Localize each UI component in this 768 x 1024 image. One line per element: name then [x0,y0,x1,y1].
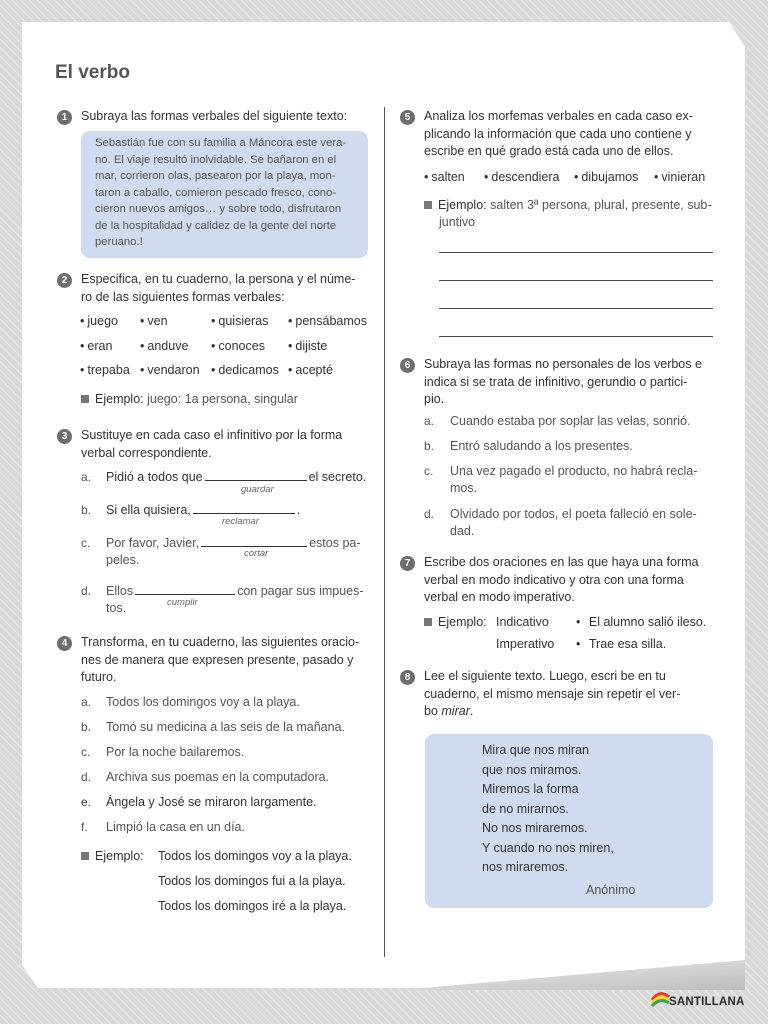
verb-word: • descendiera [484,170,560,184]
sentence-text: El alumno salió ileso. [588,615,707,629]
page-title: El verbo [55,62,130,83]
instruction-line: Transforma, en tu cuaderno, las siguientes oracio- [81,635,360,649]
infinitive-hint: reclamar [222,516,259,527]
item-continuation: peles. [106,553,140,567]
verb-word: • dijiste [288,339,327,353]
item-letter: a. [424,414,435,428]
example-line: Todos los domingos voy a la playa. [158,849,352,863]
exercise-6-instruction [424,356,719,409]
item-letter: d. [81,584,92,598]
poem-line: No nos miraremos. [482,821,588,835]
sentence: Por la noche bailaremos. [106,745,245,759]
square-bullet-icon [81,395,89,403]
poem-line: Mira que nos miran [482,743,589,757]
verb-word: • ven [140,314,168,328]
item-text: Si ella quisiera, [106,503,191,517]
exercise-2-example [81,391,298,408]
square-bullet-icon [424,618,432,626]
answer-blank[interactable] [193,513,295,514]
sentence: Entró saludando a los presentes. [450,439,633,453]
item-text: el secreto. [308,470,367,484]
instruction-line: futuro. [81,670,117,684]
verb-word: • eran [80,339,112,353]
mode-label: Imperativo [496,637,555,651]
instruction-line: cuaderno, el mismo mensaje sin repetir el ver- [424,686,681,701]
item-letter: c. [424,464,434,478]
text-line: Sebastián fue con su familia a Máncora este vera- [95,137,347,149]
sentence: Todos los domingos voy a la playa. [106,695,300,709]
sentence-continuation: mos. [450,481,478,495]
poem-line: Y cuando no nos miren, [482,840,614,855]
instruction-line: nes de manera que expresen presente, pasado y [81,652,354,667]
answer-line[interactable] [439,308,713,309]
column-divider [384,107,385,957]
verb-word: • anduve [140,339,188,353]
poem-line: Miremos la forma [482,782,579,796]
exercise-7-example-label [424,614,487,631]
instruction-line: plicando la información que cada uno contiene y [424,126,692,141]
item-text: . [296,503,301,517]
example-text: juego: 1a persona, singular [147,392,298,406]
poem-author: Anónimo [586,883,636,897]
exercise-number-1: 1 [57,110,72,125]
instruction-line: Sustituye en cada caso el infinitivo por la forma [81,428,343,442]
verb-word: • dedicamos [211,363,279,377]
text-line: de la hospitalidad y calidez de la gente del norte [95,219,337,232]
example-label: Ejemplo: [438,615,487,629]
exercise-5-example [424,197,712,214]
publisher-name: SANTILLANA [669,996,745,1008]
example-line: Todos los domingos iré a la playa. [158,899,347,913]
item-letter: e. [81,795,92,809]
example-sentence: • Trae esa silla. [576,637,667,651]
square-bullet-icon [81,852,89,860]
item-text: con pagar sus impues- [237,584,364,598]
exercise-number-8: 8 [400,670,415,685]
example-label: Ejemplo: [95,392,144,406]
instruction-line: Analiza los morfemas verbales en cada caso ex- [424,109,693,123]
exercise-5-instruction [424,108,719,161]
item-text: Por favor, Javier, [106,536,200,550]
example-label: Ejemplo: [438,198,487,212]
exercise-1-instruction: Subraya las formas verbales del siguiente texto: [81,109,348,123]
answer-blank[interactable] [205,480,307,481]
sentence: Una vez pagado el producto, no habrá recla- [450,464,698,478]
instruction-text: bo [424,704,442,718]
item-continuation: tos. [106,601,127,615]
verb-word: • juego [80,314,118,328]
infinitive-hint: guardar [241,484,274,495]
exercise-number-6: 6 [400,358,415,373]
verb-word: • trepaba [80,363,130,377]
text-line: mar, corrieron olas, pasearon por la playa, mon- [95,170,336,182]
sentence: Ángela y José se miraron largamente. [106,795,317,809]
instruction-line: Especifica, en tu cuaderno, la persona y el núme- [81,272,356,286]
verb-word: • acepté [288,363,333,377]
example-text: salten 3ª persona, plural, presente, sub- [490,198,712,212]
instruction-line: Subraya las formas no personales de los verbos e [424,357,702,371]
exercise-1-text-box [81,131,368,258]
item-letter: d. [81,770,92,784]
item-letter: a. [81,470,92,484]
example-label: Ejemplo: [95,849,144,863]
poem-line: nos miraremos. [482,860,569,874]
item-letter: b. [81,503,92,517]
item-letter: d. [424,507,435,521]
infinitive-hint: cortar [244,548,269,559]
exercise-3d [106,583,364,601]
text-line: taron a caballo, comieron pescado fresco, cono- [95,186,337,199]
instruction-line: Lee el siguiente texto. Luego, escri be en tu [424,669,666,683]
square-bullet-icon [424,201,432,209]
exercise-3-instruction [81,427,371,462]
instruction-line: escribe en qué grado está cada uno de ellos. [424,144,674,158]
text-line: cieron nuevos amigos… y sobre todo, disfrutaron [95,203,342,215]
item-letter: b. [424,439,435,453]
instruction-italic: mirar [441,704,470,718]
exercise-number-2: 2 [57,273,72,288]
item-letter: f. [81,820,88,834]
instruction-line: verbal correspondiente. [81,445,212,460]
instruction-line: indica si se trata de infinitivo, gerundio o partici- [424,374,688,389]
answer-blank[interactable] [135,594,235,595]
sentence: Archiva sus poemas en la computadora. [106,770,330,784]
exercise-number-4: 4 [57,636,72,651]
exercise-number-3: 3 [57,429,72,444]
exercise-3a [106,469,366,487]
answer-line[interactable] [439,336,713,337]
answer-blank[interactable] [201,546,307,547]
example-line: Todos los domingos fui a la playa. [158,874,346,888]
exercise-4-example-label [81,848,144,865]
verb-word: • dibujamos [574,170,638,184]
exercise-3b [106,502,300,520]
exercise-4-instruction [81,634,376,687]
verb-word: • pensábamos [288,314,367,328]
sentence: Olvidado por todos, el poeta falleció en sole- [450,507,697,521]
item-letter: c. [81,745,91,759]
item-letter: b. [81,720,92,734]
sentence: Cuando estaba por soplar las velas, sonrió. [450,414,691,428]
verb-word: • quisieras [211,314,268,328]
exercise-8-instruction [424,668,719,721]
answer-line[interactable] [439,252,713,253]
example-text: juntivo [439,215,476,229]
answer-line[interactable] [439,280,713,281]
exercise-7-instruction [424,554,719,607]
sentence: Limpió la casa en un día. [106,820,245,834]
infinitive-hint: cumplir [167,597,198,608]
verb-word: • vinieran [654,170,705,184]
instruction-line: Escribe dos oraciones en las que haya una forma [424,555,699,569]
item-text: estos pa- [309,536,361,550]
instruction-line [424,703,719,721]
exercise-number-7: 7 [400,556,415,571]
sentence: Tomó su medicina a las seis de la mañana. [106,720,346,734]
item-text: Pidió a todos que [106,470,203,484]
item-text: Ellos [106,584,134,598]
exercise-2-instruction [81,271,371,306]
example-sentence: • El alumno salió ileso. [576,615,707,629]
instruction-line: pio. [424,392,445,406]
poem-line: de no mirarnos. [482,801,569,816]
exercise-number-5: 5 [400,110,415,125]
instruction-line: ro de las siguientes formas verbales: [81,289,285,304]
item-letter: c. [81,536,91,550]
mode-label: Indicativo [496,615,549,629]
instruction-line: verbal en modo imperativo. [424,590,575,604]
poem [482,741,614,878]
verb-word: • salten [424,170,465,184]
exercise-3c [106,535,361,553]
sentence-continuation: dad. [450,524,475,538]
verb-word: • conoces [211,339,265,353]
verb-word: • vendaron [140,363,200,377]
text-line: peruano.! [95,236,143,248]
instruction-text: . [469,704,474,718]
text-line: no. El viaje resultó inolvidable. Se bañaron en el [95,153,337,166]
poem-line: que nos miramos. [482,762,582,777]
item-letter: a. [81,695,92,709]
sentence-text: Trae esa silla. [588,637,667,651]
instruction-line: verbal en modo indicativo y otra con una forma [424,572,684,587]
